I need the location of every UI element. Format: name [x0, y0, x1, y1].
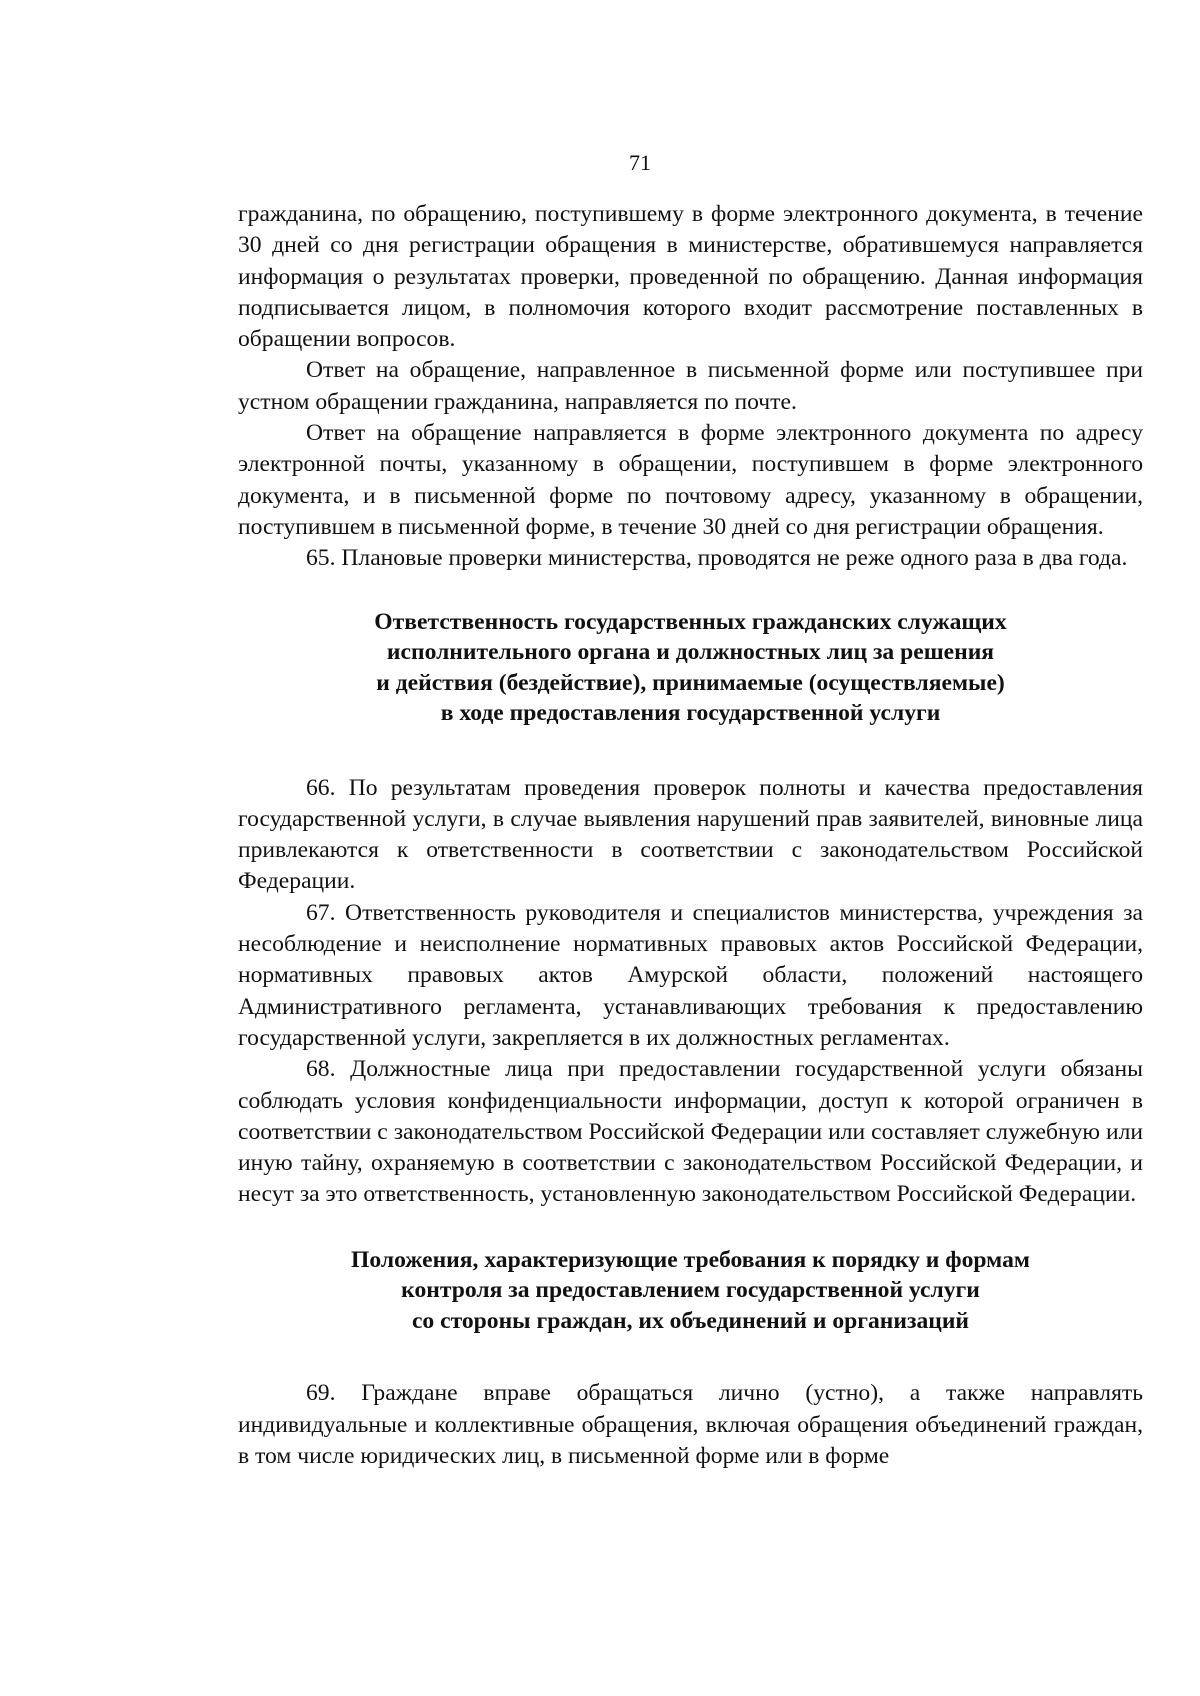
paragraph-69: 69. Граждане вправе обращаться лично (устно), а также направлять индивидуальные и коллективные обращения, включая обращения объединений граждан, в том числе юридических лиц, в письменной форме или в форме — [238, 1380, 1143, 1469]
section-heading-responsibility — [238, 607, 1143, 729]
paragraph-66: 66. По результатам проведения проверок полноты и качества предоставления государственной услуги, в случае выявления нарушений прав заявителей, виновные лица привлекаются к ответственности в соответствии с законодательством Российской Федерации. — [238, 774, 1143, 895]
page-number: 71 — [629, 150, 651, 175]
paragraph-67: 67. Ответственность руководителя и специалистов министерства, учреждения за несоблюдение и неисполнение нормативных правовых актов Российской Федерации, нормативных правовых актов Амурской области, положений настоящего Административного регламента, устанавливающих требования к предоставлению государственной услуги, закрепляется в их должностных регламентах. — [238, 899, 1143, 1051]
heading-line: Положения, характеризующие требования к порядку и формам — [351, 1246, 1030, 1273]
document-body — [238, 199, 1143, 1472]
heading-line: и действия (бездействие), принимаемые (осуществляемые) — [376, 669, 1005, 696]
paragraph-65: 65. Плановые проверки министерства, проводятся не реже одного раза в два года. — [306, 545, 1128, 572]
heading-line: контроля за предоставлением государственной услуги — [401, 1277, 980, 1304]
paragraph-reply-electronic: Ответ на обращение направляется в форме электронного документа по адресу электронной почты, указанному в обращении, поступившем в форме электронного документа, и в письменной форме по почтовому адресу, указанному в обращении, поступившем в письменной форме, в течение 30 дней со дня регистрации обращения. — [238, 420, 1143, 540]
section-heading-control-requirements — [238, 1245, 1143, 1337]
paragraph-continuation: гражданина, по обращению, поступившему в форме электронного документа, в течение 30 дней со дня регистрации обращения в министерстве, обратившемуся направляется информация о результатах проверки, проведенной по обращению. Данная информация подписывается лицом, в полномочия которого входит рассмотрение поставленных в обращении вопросов. — [238, 201, 1143, 353]
heading-line: Ответственность государственных гражданских служащих — [374, 608, 1007, 635]
heading-line: в ходе предоставления государственной услуги — [440, 700, 941, 727]
heading-line: со стороны граждан, их объединений и организаций — [411, 1307, 970, 1334]
paragraph-reply-by-mail: Ответ на обращение, направленное в письменной форме или поступившее при устном обращении гражданина, направляется по почте. — [238, 357, 1143, 415]
heading-line: исполнительного органа и должностных лиц за решения — [386, 639, 995, 666]
paragraph-68: 68. Должностные лица при предоставлении государственной услуги обязаны соблюдать условия конфиденциальности информации, доступ к которой ограничен в соответствии с законодательством Российской Федерации или составляет служебную или иную тайну, охраняемую в соответствии с законодательством Российской Федерации, и несут за это ответственность, установленную законодательством Российской Федерации. — [238, 1056, 1143, 1208]
